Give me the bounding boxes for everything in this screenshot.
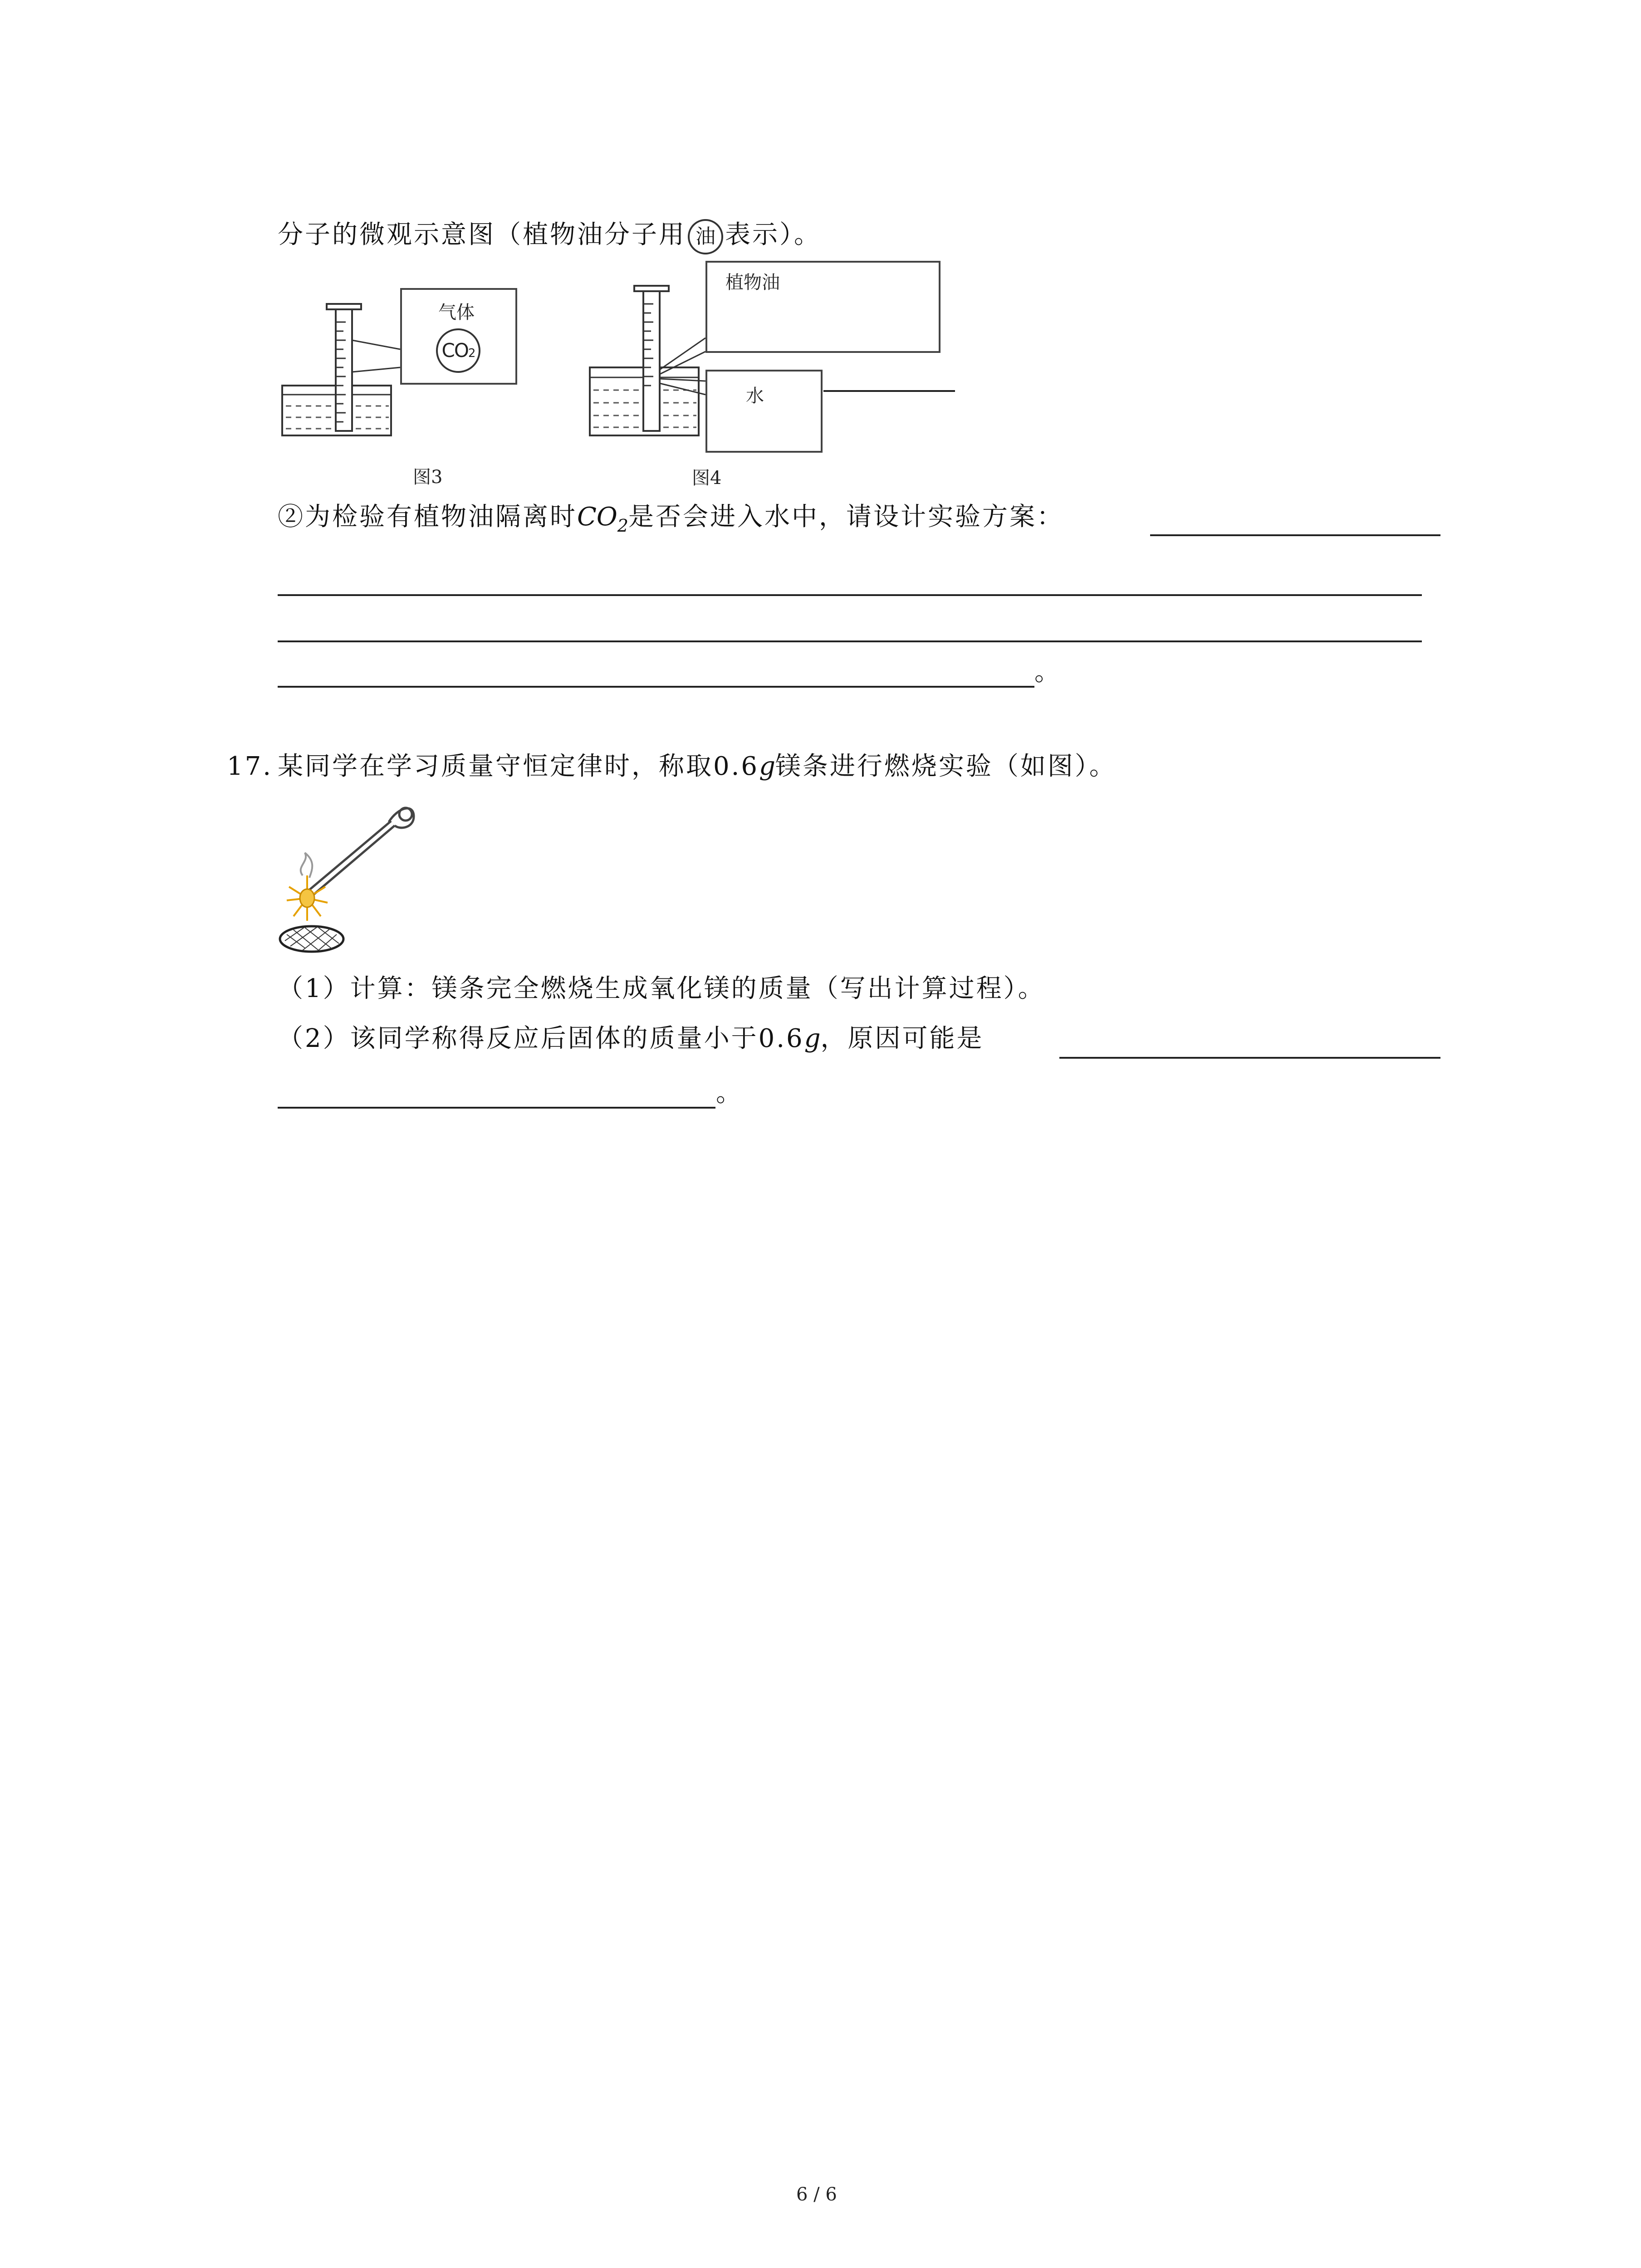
- page-number: 6 / 6: [796, 2184, 837, 2205]
- q17-sub2-b: ，原因可能是: [820, 1024, 984, 1053]
- gas-label: 气体: [438, 302, 475, 323]
- intro-text-a: 分子的微观示意图（植物油分子用: [278, 220, 686, 249]
- figure-3: [278, 281, 532, 488]
- co2-molecule-symbol: [436, 328, 480, 373]
- q2-prefix: ②为检验有植物油隔离时: [278, 502, 577, 532]
- q2-answer-blank-3[interactable]: [278, 640, 1422, 642]
- q17-stem: [227, 748, 1117, 785]
- q17-sub2-unit: g: [804, 1024, 821, 1053]
- oil-molecule-symbol: 油: [688, 219, 723, 254]
- q2-formula-text: CO: [577, 502, 617, 532]
- intro-text-b: 表示）。: [725, 220, 821, 249]
- water-answer-blank[interactable]: [823, 390, 955, 392]
- q2-formula: [577, 502, 628, 536]
- q2-end-mark: 。: [1034, 657, 1062, 687]
- figure-4-caption: 图4: [692, 468, 722, 489]
- q2-formula-sub: 2: [617, 516, 628, 536]
- q17-sub1: （1）计算：镁条完全燃烧生成氧化镁的质量（写出计算过程）。: [278, 974, 1045, 1003]
- q2-answer-blank-4[interactable]: [278, 686, 1034, 688]
- magnesium-burning-illustration: [278, 789, 432, 962]
- figure-4: [585, 259, 985, 489]
- q17-sub2-a: （2）该同学称得反应后固体的质量小于0.6: [278, 1024, 804, 1053]
- q17-stem-a: 某同学在学习质量守恒定律时，称取0.6: [278, 752, 759, 781]
- q2-suffix: 是否会进入水中，请设计实验方案：: [628, 502, 1064, 532]
- co2-text: CO: [441, 339, 468, 362]
- figure-3-caption: 图3: [413, 467, 443, 488]
- water-callout-box: [705, 370, 823, 453]
- q17-stem-b: 镁条进行燃烧实验（如图）。: [775, 752, 1117, 781]
- gas-callout-box: [400, 288, 517, 385]
- q17-answer-blank-1[interactable]: [1059, 1057, 1440, 1059]
- oil-label: 植物油: [725, 272, 780, 293]
- intro-line: [278, 217, 821, 254]
- q17-number: 17.: [227, 752, 273, 781]
- co2-subscript: 2: [468, 347, 475, 360]
- q17-end-mark: 。: [716, 1078, 743, 1108]
- q17-sub2: [278, 1021, 984, 1057]
- q17-stem-unit: g: [759, 752, 775, 781]
- q2-answer-blank-1[interactable]: [1150, 534, 1440, 536]
- oil-callout-box: [705, 261, 941, 353]
- q2-answer-blank-2[interactable]: [278, 594, 1422, 596]
- q2-line: [278, 499, 1064, 544]
- q17-answer-blank-2[interactable]: [278, 1107, 715, 1109]
- water-label: 水: [746, 386, 764, 406]
